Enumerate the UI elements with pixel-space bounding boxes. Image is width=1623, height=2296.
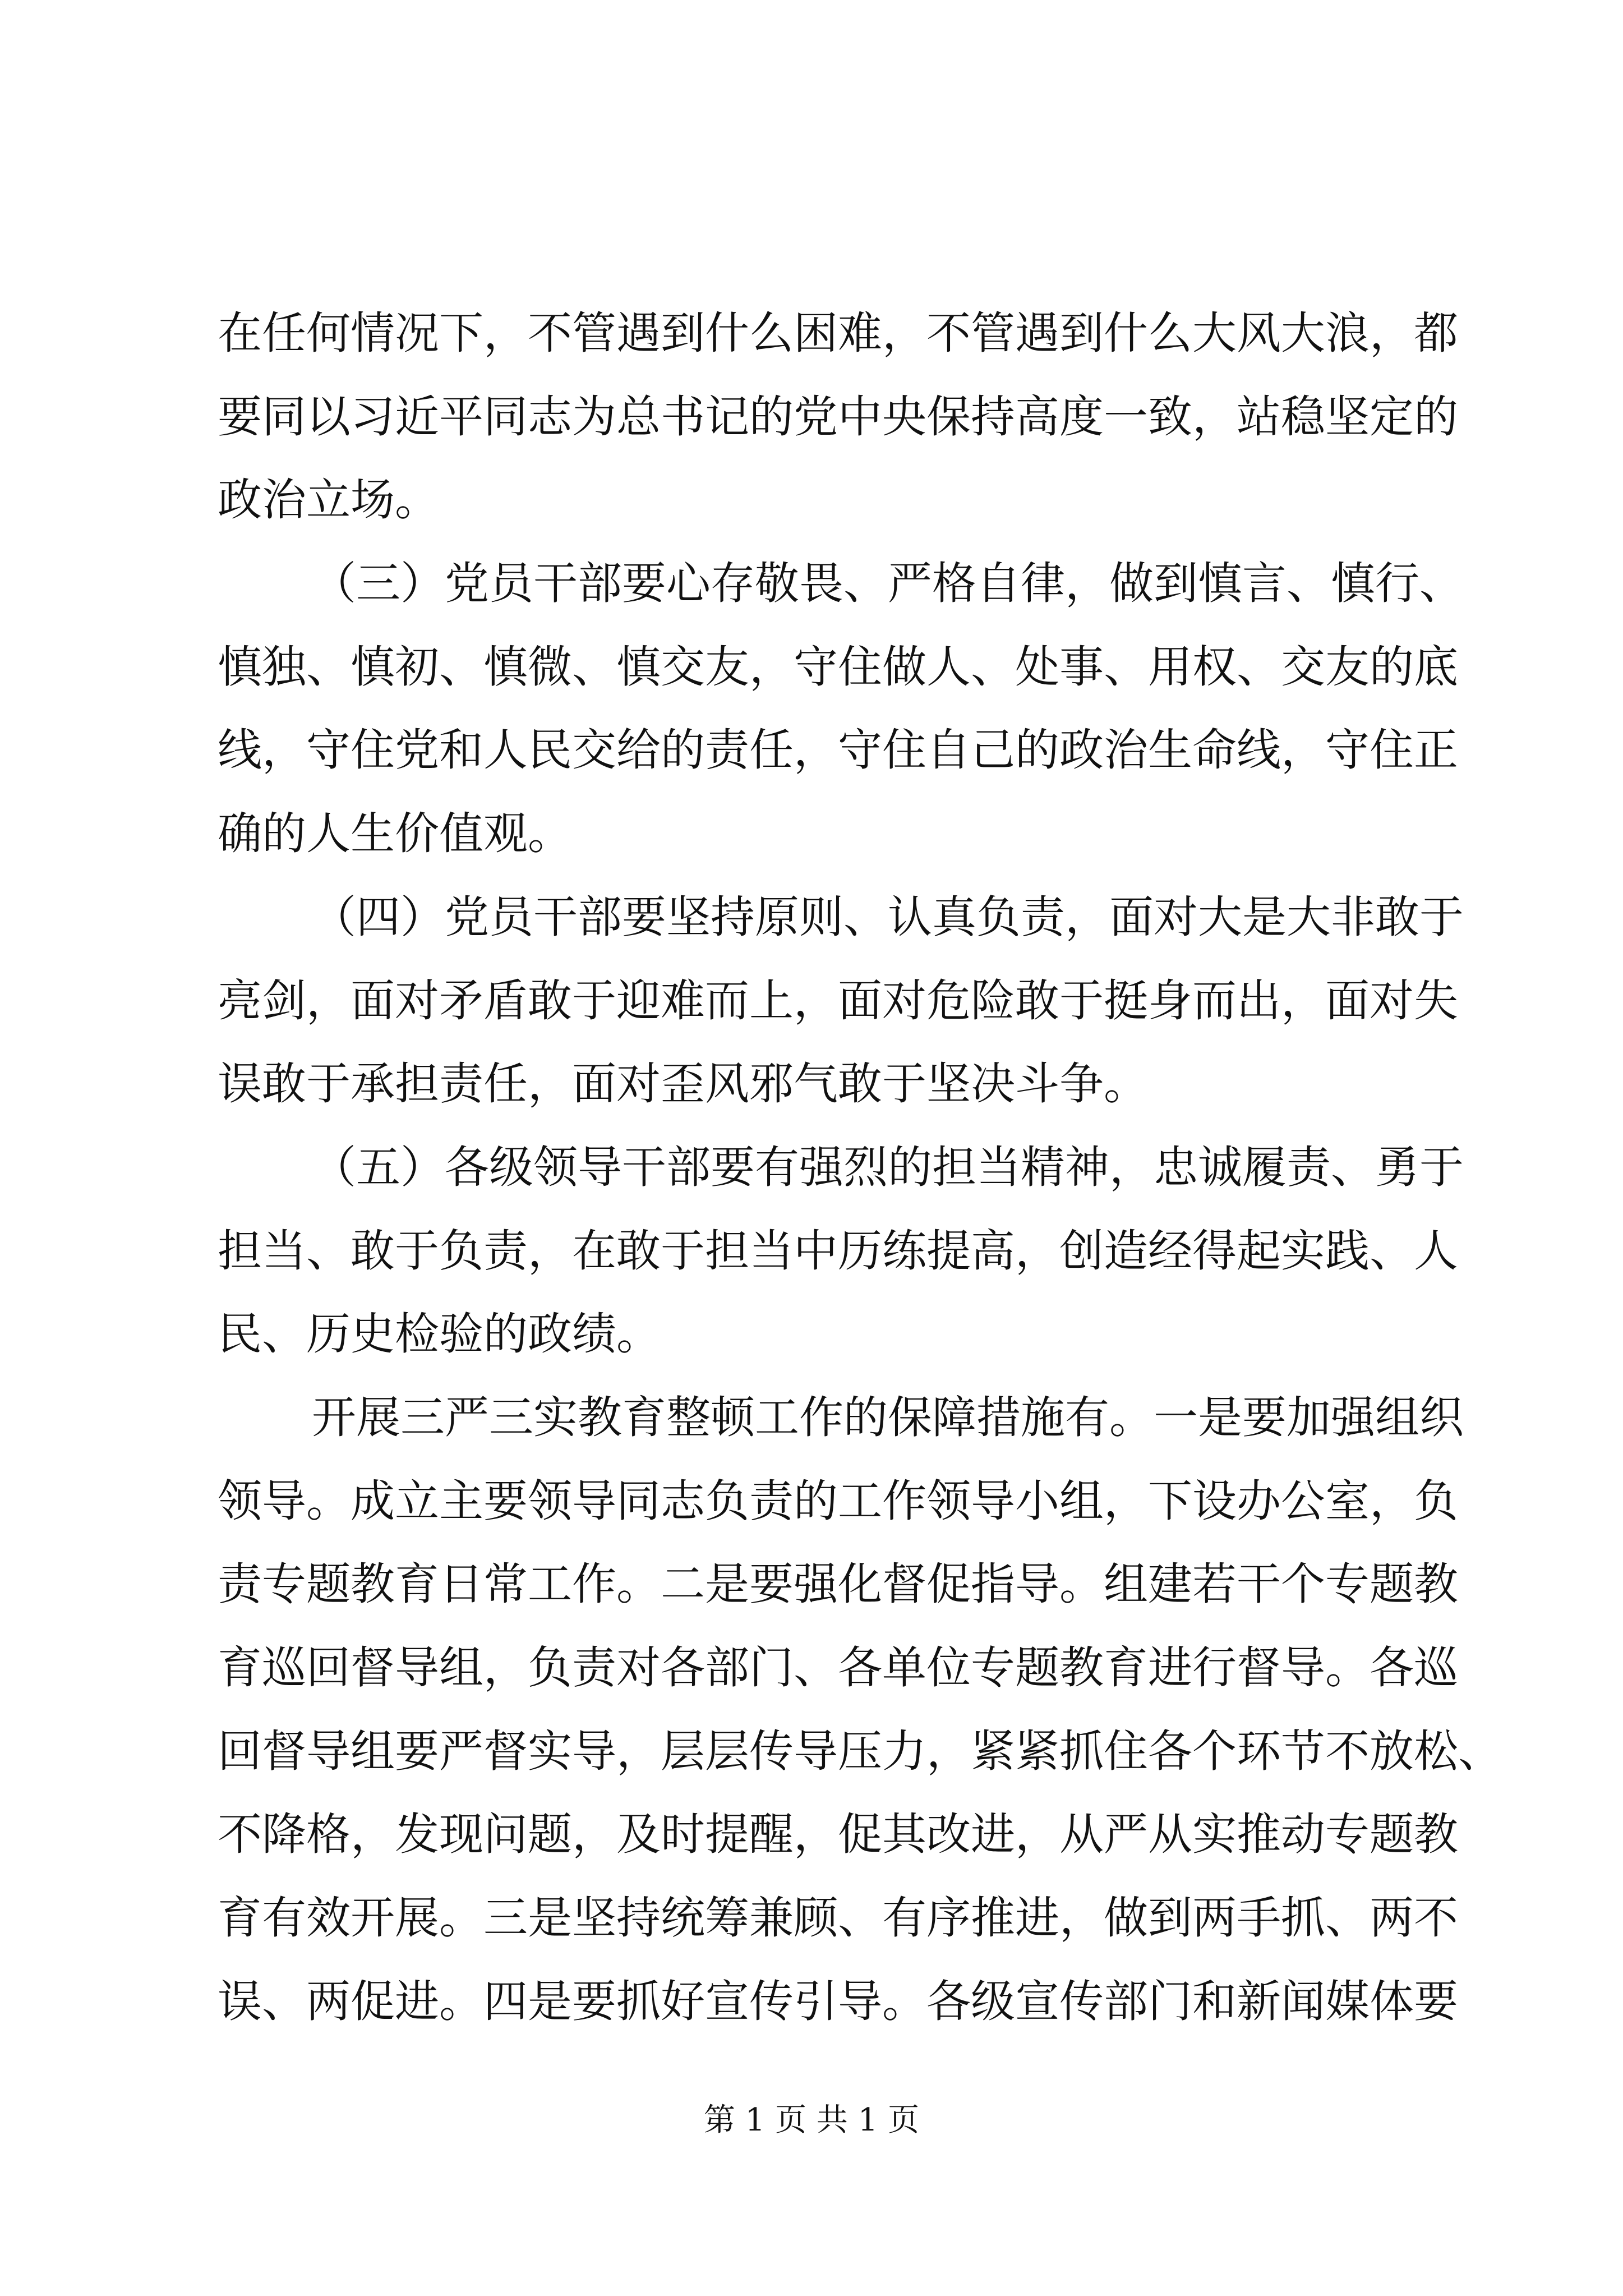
body-line: 误、两促进。四是要抓好宣传引导。各级宣传部门和新闻媒体要 [218,1975,1458,2027]
body-line: 不降格，发现问题，及时提醒，促其改进，从严从实推动专题教 [218,1809,1458,1861]
body-line: 要同以习近平同志为总书记的党中央保持高度一致，站稳坚定的 [218,390,1458,443]
body-line: 回督导组要严督实导，层层传导压力，紧紧抓住各个环节不放松、 [218,1725,1502,1777]
body-line: （五）各级领导干部要有强烈的担当精神，忠诚履责、勇于 [312,1141,1464,1193]
document-body [218,292,1502,2043]
body-line: 亮剑，面对矛盾敢于迎难而上，面对危险敢于挺身而出，面对失 [218,974,1458,1027]
body-line: 确的人生价值观。 [218,808,572,860]
body-line: 误敢于承担责任，面对歪风邪气敢于坚决斗争。 [218,1058,1148,1110]
body-line: 责专题教育日常工作。二是要强化督促指导。组建若干个专题教 [218,1558,1458,1611]
body-line: 政治立场。 [218,474,439,526]
body-line: 民、历史检验的政绩。 [218,1308,661,1360]
body-line: 育有效开展。三是坚持统筹兼顾、有序推进，做到两手抓、两不 [218,1892,1458,1944]
body-line: 在任何情况下，不管遇到什么困难，不管遇到什么大风大浪，都 [218,307,1458,359]
body-line: 开展三严三实教育整顿工作的保障措施有。一是要加强组织 [312,1391,1464,1443]
body-line: 线，守住党和人民交给的责任，守住自己的政治生命线，守住正 [218,724,1458,776]
body-line: 领导。成立主要领导同志负责的工作领导小组，下设办公室，负 [218,1475,1458,1527]
body-line: 育巡回督导组，负责对各部门、各单位专题教育进行督导。各巡 [218,1642,1458,1694]
body-line: 慎独、慎初、慎微、慎交友，守住做人、处事、用权、交友的底 [218,641,1458,693]
body-line: （四）党员干部要坚持原则、认真负责，面对大是大非敢于 [312,891,1464,943]
page-footer: 第 1 页 共 1 页 [703,2102,920,2138]
body-line: 担当、敢于负责，在敢于担当中历练提高，创造经得起实践、人 [218,1225,1458,1277]
body-line: （三）党员干部要心存敬畏、严格自律，做到慎言、慎行、 [312,558,1464,610]
